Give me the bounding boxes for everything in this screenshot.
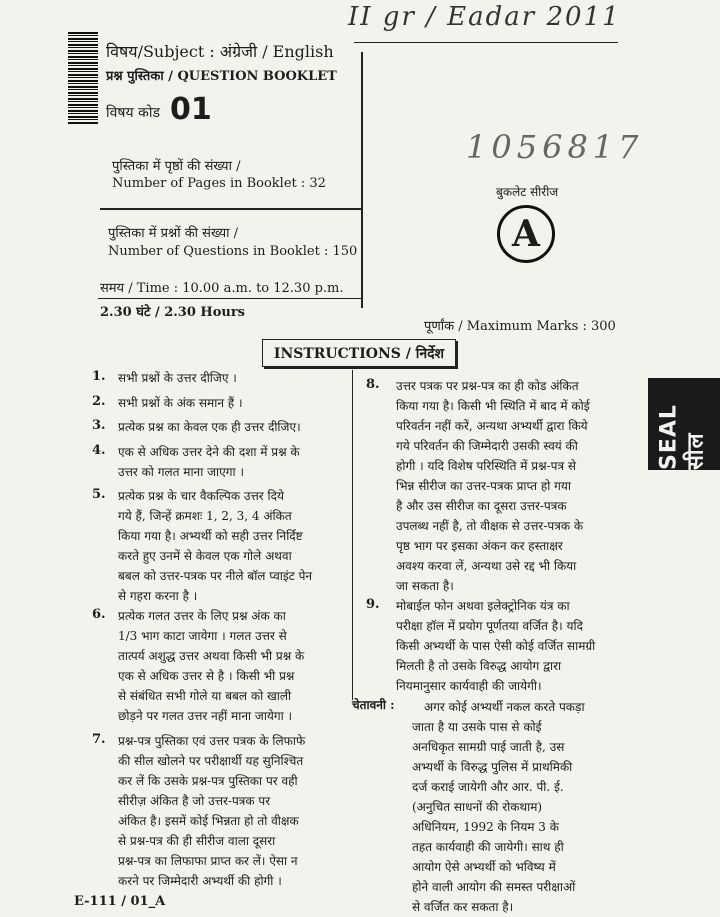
warning-line: (अनुचित साधनों की रोकथाम) [412, 800, 543, 814]
warning-label: चेतावनी : [352, 698, 395, 712]
item-number: 7. [92, 732, 106, 747]
instruction-line: उत्तर को गलत माना जाएगा । [118, 465, 245, 479]
instruction-line: गये परिवर्तन की जिम्मेदारी उसकी स्वयं की [396, 439, 578, 453]
duration: 2.30 घंटे / 2.30 Hours [100, 305, 245, 320]
instruction-line: कर लें कि उसके प्रश्न-पत्र पुस्तिका पर वही [118, 774, 298, 788]
series-label: बुकलेट सीरीज [496, 185, 559, 199]
instruction-line: है और उस सीरीज का दूसरा उत्तर-पत्रक [396, 499, 567, 513]
instruction-line: किया गया है। अभ्यर्थी को सही उत्तर निर्दिष्ट [118, 529, 303, 543]
instruction-line: किया गया है। किसी भी स्थिति में बाद में कोई [396, 399, 590, 413]
instruction-line: 1/3 भाग काटा जायेगा । गलत उत्तर से [118, 629, 287, 643]
column-divider [352, 370, 353, 700]
footer-code: E-111 / 01_A [74, 894, 166, 909]
instruction-line: छोड़ने पर गलत उत्तर नहीं माना जायेगा । [118, 709, 293, 723]
instruction-line: होगी । यदि विशेष परिस्थिति में प्रश्न-पत्र से [396, 459, 576, 473]
subject-code-label: विषय कोड [106, 105, 160, 121]
instruction-line: करने पर जिम्मेदारी अभ्यर्थी की होगी । [118, 874, 282, 888]
instruction-line: अवश्य करवा लें, अन्यथा उसे रद्द भी किया [396, 559, 577, 573]
warning-line: होने वाली आयोग की समस्त परीक्षाओं [412, 880, 576, 894]
instruction-line: बबल को उत्तर-पत्रक पर नीले बॉल प्वाइंट पेन [118, 569, 313, 583]
warning-line: अगर कोई अभ्यर्थी नकल करते पकड़ा [424, 700, 585, 714]
instruction-line: जा सकता है। [396, 579, 454, 593]
instruction-line: प्रत्येक गलत उत्तर के लिए प्रश्न अंक का [118, 609, 286, 623]
vertical-rule [361, 52, 363, 308]
instruction-line: उत्तर पत्रक पर प्रश्न-पत्र का ही कोड अंकित [396, 379, 579, 393]
item-number: 4. [92, 443, 106, 458]
warning-line: तहत कार्यवाही की जायेगी। साथ ही [412, 840, 564, 854]
instruction-line: उपलब्ध नहीं है, तो वीक्षक से उत्तर-पत्रक के [396, 519, 584, 533]
instruction-line: प्रत्येक प्रश्न के चार वैकल्पिक उत्तर दिये [118, 489, 284, 503]
instructions-title: INSTRUCTIONS / निर्देश [262, 339, 456, 367]
instruction-line: से संबंधित सभी गोले या बबल को खाली [118, 689, 292, 703]
warning-line: आयोग ऐसे अभ्यर्थी को भविष्य में [412, 860, 556, 874]
instruction-line: एक से अधिक उत्तर से है । किसी भी प्रश्न [118, 669, 295, 683]
max-marks: पूर्णांक / Maximum Marks : 300 [424, 319, 616, 334]
instruction-line: तात्पर्य अशुद्ध उत्तर अथवा किसी भी प्रश्न के [118, 649, 305, 663]
booklet-serial: 1056817 [466, 128, 644, 166]
instruction-line: पृष्ठ भाग पर इसका अंकन कर हस्ताक्षर [396, 539, 563, 553]
instruction-line: सीरीज़ अंकित है जो उत्तर-पत्रक पर [118, 794, 271, 808]
subject-line: विषय/Subject : अंग्रेजी / English [106, 42, 334, 61]
instruction-line: एक से अधिक उत्तर देने की दशा में प्रश्न के [118, 445, 300, 459]
instruction-line: भिन्न सीरीज का उत्तर-पत्रक प्राप्त हो गया [396, 479, 571, 493]
warning-line: अनधिकृत सामग्री पाई जाती है, उस [412, 740, 565, 754]
item-number: 5. [92, 487, 106, 502]
instruction-line: से प्रश्न-पत्र की ही सीरीज वाला दूसरा [118, 834, 276, 848]
instruction-line: सभी प्रश्नों के अंक समान हैं । [118, 396, 243, 410]
instruction-line: नियमानुसार कार्यवाही की जायेगी। [396, 679, 542, 693]
instruction-line: मिलती है तो उसके विरुद्ध आयोग द्वारा [396, 659, 562, 673]
instruction-line: से गहरा करना है । [118, 589, 198, 603]
instruction-line: अंकित है। इसमें कोई भिन्नता हो तो वीक्षक [118, 814, 299, 828]
booklet-title: प्रश्न पुस्तिका / QUESTION BOOKLET [106, 69, 337, 84]
questions-label: Number of Questions in Booklet : 150 [108, 244, 358, 259]
instruction-line: परीक्षा हॉल में प्रयोग पूर्णतया वर्जित है। यदि [396, 619, 583, 633]
time-line: समय / Time : 10.00 a.m. to 12.30 p.m. [100, 281, 344, 296]
instruction-line: परिवर्तन नहीं करें, अन्यथा अभ्यर्थी द्वारा किये [396, 419, 588, 433]
instruction-line: प्रश्न-पत्र पुस्तिका एवं उत्तर पत्रक के लिफाफे [118, 734, 306, 748]
warning-line: दर्ज कराई जायेगी और आर. पी. ई. [412, 780, 564, 794]
item-number: 2. [92, 394, 106, 409]
instruction-line: प्रत्येक प्रश्न का केवल एक ही उत्तर दीजिए। [118, 420, 301, 434]
item-number: 3. [92, 418, 106, 433]
booklet-series: A [497, 205, 555, 263]
instruction-line: किसी अभ्यर्थी के पास ऐसी कोई वर्जित सामग्री [396, 639, 596, 653]
questions-label-hindi: पुस्तिका में प्रश्नों की संख्या / [108, 226, 238, 241]
instruction-line: प्रश्न-पत्र का लिफाफा प्राप्त कर लें। ऐसा न [118, 854, 298, 868]
instruction-line: की सील खोलने पर परीक्षार्थी यह सुनिश्चित [118, 754, 304, 768]
header-rule [354, 42, 618, 43]
warning-line: से वर्जित कर सकता है। [412, 900, 514, 914]
item-number: 9. [366, 597, 380, 612]
warning-line: जाता है या उसके पास से कोई [412, 720, 542, 734]
warning-line: अधिनियम, 1992 के नियम 3 के [412, 820, 559, 834]
rule-2 [98, 298, 362, 299]
item-number: 1. [92, 369, 106, 384]
item-number: 6. [92, 607, 106, 622]
subject-code: 01 [170, 92, 212, 127]
warning-line: अभ्यर्थी के विरुद्ध पुलिस में प्राथमिकी [412, 760, 573, 774]
pages-label-hindi: पुस्तिका में पृष्ठों की संख्या / [112, 159, 241, 174]
handwritten-note: II gr / Eadar 2011 [348, 2, 621, 32]
instruction-line: मोबाईल फोन अथवा इलेक्ट्रोनिक यंत्र का [396, 599, 570, 613]
instruction-line: गये हैं, जिन्हें क्रमशः 1, 2, 3, 4 अंकित [118, 509, 292, 523]
instruction-line: सभी प्रश्नों के उत्तर दीजिए । [118, 371, 237, 385]
pages-label: Number of Pages in Booklet : 32 [112, 176, 326, 191]
item-number: 8. [366, 377, 380, 392]
barcode [68, 32, 98, 124]
rule-1 [100, 208, 362, 210]
seal-tab: SEAL सील [648, 378, 720, 470]
instruction-line: करते हुए उनमें से केवल एक गोले अथवा [118, 549, 292, 563]
